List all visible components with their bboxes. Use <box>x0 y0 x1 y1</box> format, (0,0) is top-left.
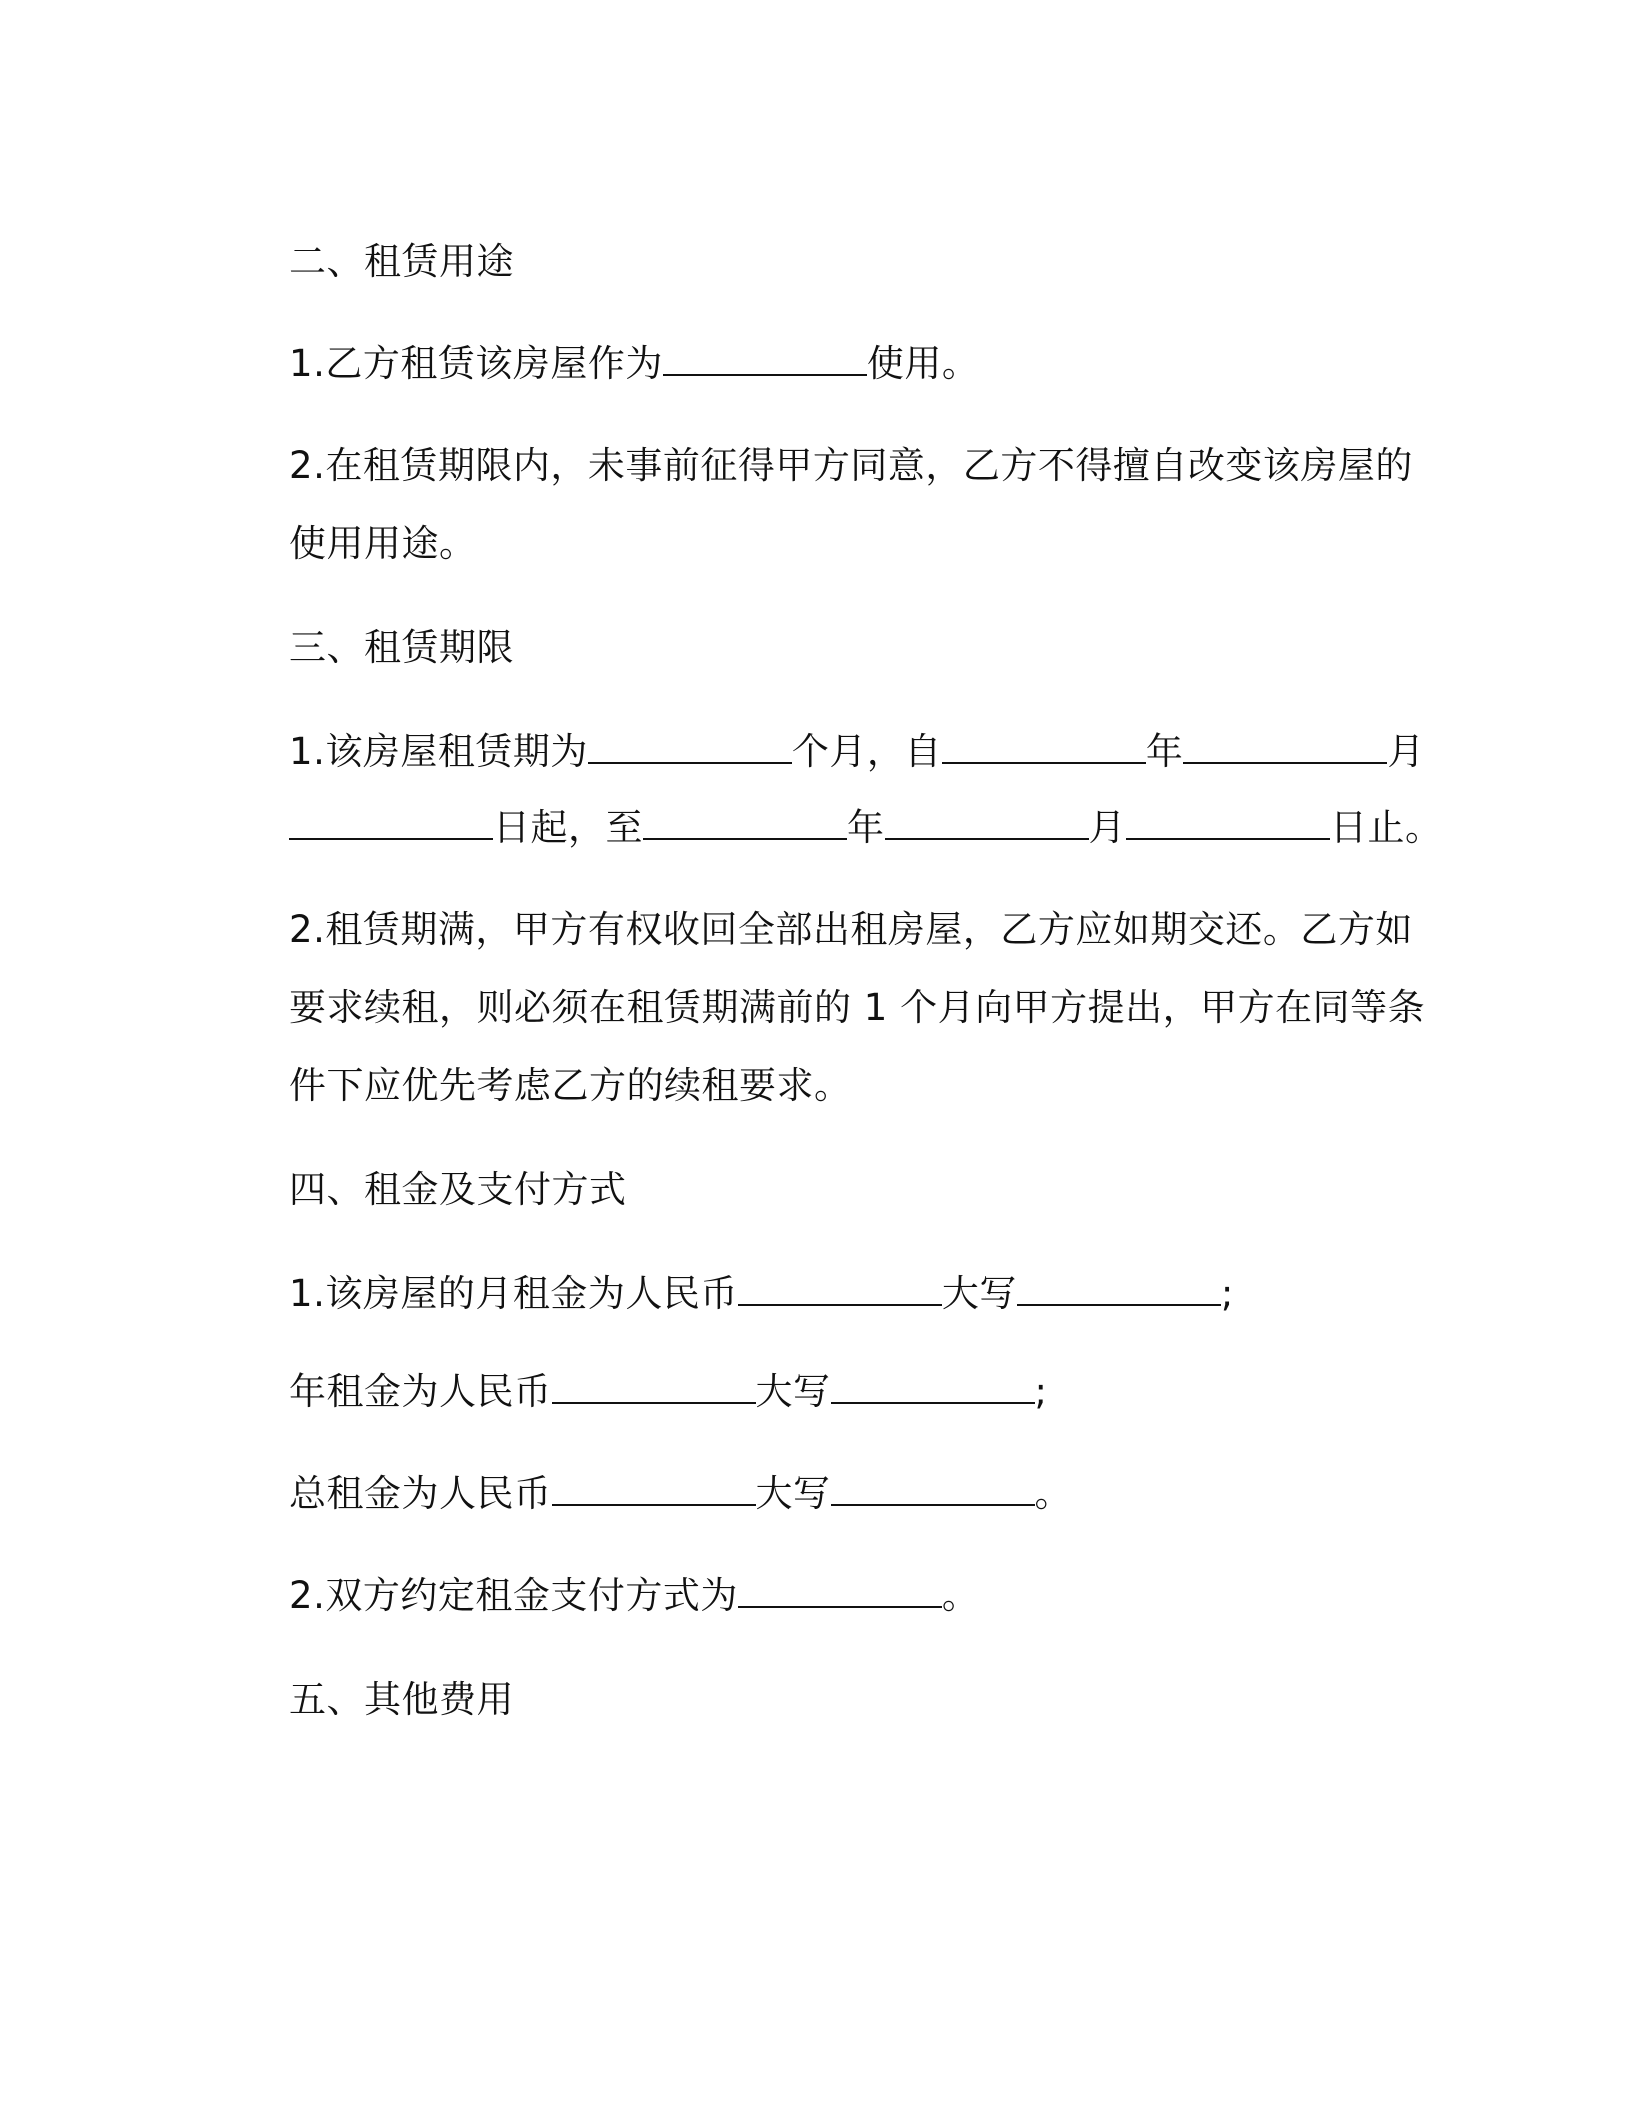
heading-text: 三、租赁期限 <box>289 626 515 669</box>
clause-text: 使用。 <box>866 342 980 385</box>
fill-blank-start-month <box>1183 732 1387 764</box>
fill-blank-end-month <box>885 808 1089 840</box>
clause-text: 。 <box>941 1574 980 1617</box>
clause-text: 年租金为人民币 <box>289 1370 552 1413</box>
clause-text: 件下应优先考虑乙方的续租要求。 <box>289 1064 852 1107</box>
clause-text: 总租金为人民币 <box>289 1472 552 1515</box>
clause-text: 个月，自 <box>791 730 942 773</box>
clause-text: 1.该房屋的月租金为人民币 <box>289 1272 738 1315</box>
fill-blank-end-day <box>1126 808 1330 840</box>
clause-text: 。 <box>1034 1472 1073 1515</box>
heading-text: 二、租赁用途 <box>289 240 515 283</box>
fill-blank-start-day <box>289 808 493 840</box>
fill-blank-purpose <box>663 344 867 376</box>
clause-text: 月 <box>1088 806 1127 849</box>
fill-blank-end-year <box>643 808 847 840</box>
fill-blank-total-rent <box>552 1474 756 1506</box>
fill-blank-payment-method <box>738 1576 942 1608</box>
clause-text: 日起，至 <box>493 806 644 849</box>
fill-blank-months <box>588 732 792 764</box>
clause-text: 要求续租，则必须在租赁期满前的 1 个月向甲方提出，甲方在同等条 <box>289 986 1426 1029</box>
clause-text: 年 <box>1145 730 1184 773</box>
clause-text: 年 <box>847 806 885 849</box>
clause-text: 月 <box>1387 730 1425 773</box>
clause-text: 大写 <box>755 1472 831 1515</box>
fill-blank-monthly-rent <box>738 1274 942 1306</box>
fill-blank-yearly-rent <box>552 1372 756 1404</box>
clause-text: 1.该房屋租赁期为 <box>289 730 588 773</box>
section-heading-5 <box>240 1634 514 1766</box>
clause-text: ; <box>1034 1370 1048 1413</box>
fill-blank-total-rent-words <box>831 1474 1035 1506</box>
clause-text: 2.在租赁期限内，未事前征得甲方同意，乙方不得擅自改变该房屋的 <box>289 444 1413 487</box>
fill-blank-yearly-rent-words <box>831 1372 1035 1404</box>
clause-text: 大写 <box>755 1370 831 1413</box>
clause-text: 2.租赁期满，甲方有权收回全部出租房屋，乙方应如期交还。乙方如 <box>289 908 1413 951</box>
clause-text: 使用用途。 <box>289 522 477 565</box>
heading-text: 四、租金及支付方式 <box>289 1168 627 1211</box>
clause-text: 2.双方约定租金支付方式为 <box>289 1574 738 1617</box>
clause-text: 1.乙方租赁该房屋作为 <box>289 342 663 385</box>
clause-text: 大写 <box>941 1272 1017 1315</box>
heading-text: 五、其他费用 <box>289 1678 515 1721</box>
clause-text: ; <box>1220 1272 1234 1315</box>
fill-blank-start-year <box>942 732 1146 764</box>
fill-blank-monthly-rent-words <box>1017 1274 1221 1306</box>
clause-text: 日止。 <box>1330 806 1443 849</box>
